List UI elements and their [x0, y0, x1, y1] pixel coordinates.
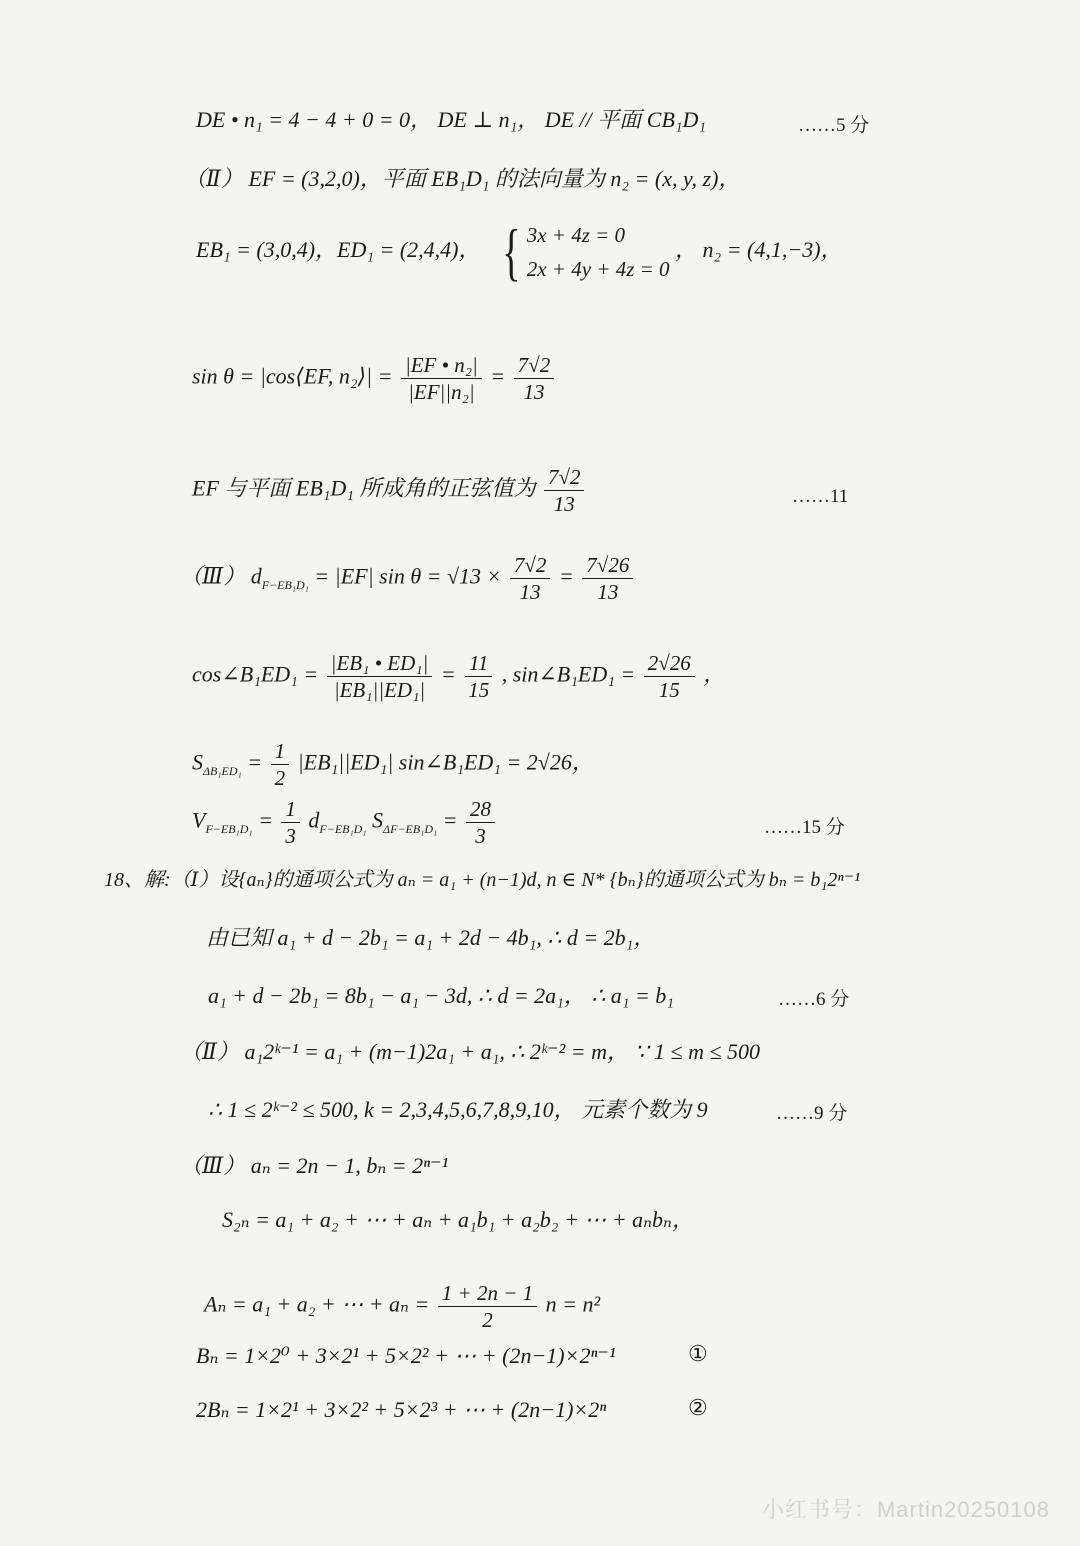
line-range-k: ∴ 1 ≤ 2ᵏ⁻² ≤ 500, k = 2,3,4,5,6,7,8,9,10， 元素个数为 9 [208, 1097, 708, 1122]
area-s: S [192, 749, 203, 775]
cos-angle-num: |EB₁ • ED₁| [327, 650, 433, 677]
cos-angle-prefix: cos∠B₁ED₁ = [192, 661, 319, 687]
line-part3-formulas: （Ⅲ） aₙ = 2n − 1, bₙ = 2ⁿ⁻¹ [180, 1153, 449, 1178]
sin-theta-equals: = [490, 363, 506, 389]
circled-mark-2: ② [688, 1396, 708, 1421]
sine-value-den: 13 [553, 492, 575, 516]
sin-angle-prefix: , sin∠B₁ED₁ = [501, 661, 636, 687]
area-equals: = [247, 749, 263, 775]
system-eq-1: 3x + 4z = 0 [526, 223, 626, 247]
volume-result [466, 796, 495, 849]
volume-third [281, 796, 300, 849]
distance-frac-2-den: 13 [597, 580, 619, 604]
volume-d: d [308, 807, 320, 833]
sin-theta-denominator: |EF||n₂| [408, 380, 475, 404]
sin-theta-prefix: sin θ = |cos⟨EF, n₂⟩| = [192, 363, 398, 389]
cos-angle-value [464, 650, 493, 703]
volume-result-num: 28 [466, 796, 495, 823]
area-subscript: ΔB₁ED₁ [203, 763, 242, 778]
area-half [271, 738, 290, 791]
sin-angle-end: ， [703, 661, 726, 687]
line-area [192, 738, 594, 791]
system-suffix: ， n₂ = (4,1,−3)， [675, 237, 843, 263]
sin-theta-result-den: 13 [523, 380, 545, 404]
line-part2-seq: （Ⅱ） a₁2ᵏ⁻¹ = a₁ + (m−1)2a₁ + a₁, ∴ 2ᵏ⁻² = m， ∵ 1 ≤ m ≤ 500 [180, 1039, 761, 1064]
line-system [196, 218, 843, 286]
distance-frac-2-num: 7√26 [582, 552, 633, 579]
volume-third-num: 1 [281, 796, 300, 823]
brace-symbol: { [502, 216, 521, 287]
line-bn: Bₙ = 1×2⁰ + 3×2¹ + 5×2² + ⋯ + (2n−1)×2ⁿ⁻¹ [196, 1343, 616, 1368]
line-given-1: 由已知 a₁ + d − 2b₁ = a₁ + 2d − 4b₁, ∴ d = 2b₁， [206, 925, 656, 950]
line-s2n: S₂ₙ = a₁ + a₂ + ⋯ + aₙ + a₁b₁ + a₂b₂ + ⋯ + aₙbₙ， [222, 1207, 694, 1232]
an-sum-suffix: n = n² [545, 1291, 601, 1317]
volume-result-den: 3 [475, 824, 486, 848]
sin-theta-result-num: 7√2 [514, 352, 555, 379]
sin-angle-value [644, 650, 695, 703]
distance-frac-1-den: 13 [519, 580, 541, 604]
volume-v: V [192, 807, 206, 833]
score-9: ……9 分 [776, 1103, 848, 1124]
distance-equals: = [558, 563, 574, 589]
line-given-2: a₁ + d − 2b₁ = 8b₁ − a₁ − 3d, ∴ d = 2a₁， ∴ a₁ = b₁ [208, 983, 674, 1008]
cos-angle-equals: = [440, 661, 456, 687]
an-sum-fraction [438, 1280, 537, 1333]
line-sine-value [192, 464, 587, 517]
sine-value-fraction [544, 464, 585, 517]
line-an-sum [204, 1280, 600, 1333]
score-5: ……5 分 [798, 115, 870, 136]
sin-theta-result [514, 352, 555, 405]
cos-angle-den: |EB₁||ED₁| [333, 678, 426, 702]
distance-frac-1 [510, 552, 551, 605]
distance-subscript: F−EB₁D₁ [261, 577, 309, 592]
distance-d: （Ⅲ） d [180, 563, 262, 589]
sin-theta-fraction [401, 352, 482, 405]
watermark: 小红书号：Martin20250108 [761, 1497, 1050, 1522]
equation-system [496, 218, 670, 286]
volume-d-subscript: F−EB₁D₁ [319, 821, 367, 836]
system-prefix: EB₁ = (3,0,4)，ED₁ = (2,4,4)， [196, 237, 481, 263]
distance-frac-2 [582, 552, 633, 605]
cos-angle-value-den: 15 [468, 678, 490, 702]
distance-middle: = |EF| sin θ = √13 × [314, 563, 502, 589]
line-part2-ef: （Ⅱ） EF = (3,2,0)，平面 EB₁D₁ 的法向量为 n₂ = (x, y, z)， [184, 166, 741, 191]
line-de-dot-n1: DE • n₁ = 4 − 4 + 0 = 0， DE ⊥ n₁， DE // 平面 CB₁D₁ [196, 107, 707, 132]
line-part3-distance [180, 552, 636, 605]
volume-subscript: F−EB₁D₁ [205, 821, 253, 836]
an-sum-num: 1 + 2n − 1 [438, 1280, 537, 1307]
cos-angle-value-num: 11 [465, 650, 492, 677]
sin-angle-value-den: 15 [658, 678, 680, 702]
sin-angle-value-num: 2√26 [644, 650, 695, 677]
volume-third-den: 3 [285, 824, 296, 848]
line-volume [192, 796, 498, 849]
line-problem-18: 18、解:（Ⅰ）设{aₙ}的通项公式为 aₙ = a₁ + (n−1)d, n ∈ N* {bₙ}的通项公式为 bₙ = b₁2ⁿ⁻¹ [104, 869, 861, 891]
system-eq-2: 2x + 4y + 4z = 0 [526, 257, 670, 281]
an-sum-den: 2 [482, 1308, 493, 1332]
volume-equals-2: = [442, 807, 458, 833]
area-rest: |EB₁||ED₁| sin∠B₁ED₁ = 2√26， [297, 749, 594, 775]
sine-value-text: EF 与平面 EB₁D₁ 所成角的正弦值为 [192, 475, 536, 501]
score-11: ……11 [792, 486, 849, 507]
distance-frac-1-num: 7√2 [510, 552, 551, 579]
score-15: ……15 分 [764, 817, 845, 838]
line-cos-angle [192, 650, 725, 703]
circled-mark-1: ① [688, 1342, 708, 1367]
volume-equals: = [258, 807, 273, 833]
score-6: ……6 分 [778, 989, 850, 1010]
sine-value-num: 7√2 [544, 464, 585, 491]
line-sin-theta [192, 352, 557, 405]
volume-s-subscript: ΔF−EB₁D₁ [383, 821, 438, 836]
cos-angle-fraction [327, 650, 433, 703]
area-half-num: 1 [271, 738, 290, 765]
sin-theta-numerator: |EF • n₂| [401, 352, 482, 379]
volume-s: S [372, 807, 384, 833]
an-sum-prefix: Aₙ = a₁ + a₂ + ⋯ + aₙ = [204, 1291, 430, 1317]
area-half-den: 2 [274, 766, 286, 790]
line-2bn: 2Bₙ = 1×2¹ + 3×2² + 5×2³ + ⋯ + (2n−1)×2ⁿ [196, 1397, 607, 1422]
